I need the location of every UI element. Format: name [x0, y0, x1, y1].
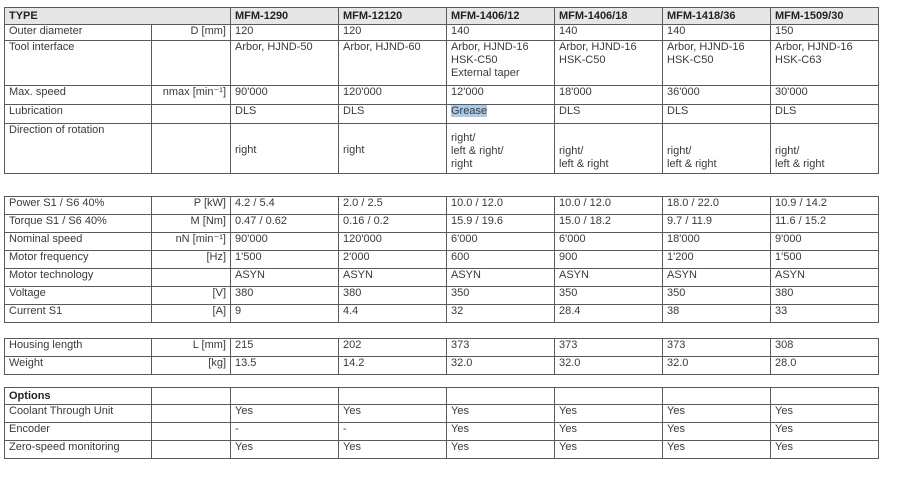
value-line: DLS [559, 105, 581, 117]
value-cell [771, 423, 879, 441]
value-line: 10.0 / 12.0 [451, 197, 503, 209]
value-line: 28.0 [775, 357, 797, 369]
value-cell [339, 41, 447, 86]
value-line: Grease [451, 105, 488, 117]
value-cell [771, 86, 879, 105]
value-line: DLS [343, 105, 365, 117]
table-row [5, 405, 879, 423]
value-line: 90'000 [235, 86, 268, 98]
section-electrical [5, 197, 879, 323]
value-cell [663, 124, 771, 174]
value-cell [771, 441, 879, 459]
value-cell [555, 41, 663, 86]
options-title: Options [5, 388, 152, 405]
value-line: 10.9 / 14.2 [775, 197, 827, 209]
value-line: HSK-C63 [775, 54, 822, 66]
value-line: 140 [667, 25, 686, 37]
value-line: 28.4 [559, 305, 581, 317]
value-line: right [343, 144, 365, 156]
value-cell [447, 339, 555, 357]
section-options [5, 388, 879, 459]
value-line: 1'500 [775, 251, 802, 263]
value-cell [663, 25, 771, 41]
value-line: right/ [775, 145, 800, 157]
value-line: 2'000 [343, 251, 370, 263]
value-line: left & right [667, 158, 717, 170]
model-header: MFM-12120 [339, 8, 447, 25]
value-cell [339, 197, 447, 215]
value-cell [231, 405, 339, 423]
table-row [5, 197, 879, 215]
table-row [5, 441, 879, 459]
value-line: 15.9 / 19.6 [451, 215, 503, 227]
value-line: 32.0 [451, 357, 473, 369]
value-cell [447, 287, 555, 305]
value-line: right [235, 144, 257, 156]
value-cell [339, 251, 447, 269]
value-line: 373 [667, 339, 686, 351]
value-line: 308 [775, 339, 794, 351]
value-line: left & right [559, 158, 609, 170]
value-cell [231, 251, 339, 269]
value-line: ASYN [343, 269, 373, 281]
value-line: Yes [667, 405, 685, 417]
value-cell [447, 105, 555, 124]
row-unit: [kg] [152, 357, 231, 375]
value-cell [771, 339, 879, 357]
options-header-row [5, 388, 879, 405]
value-line: 9.7 / 11.9 [667, 215, 713, 227]
value-cell [555, 405, 663, 423]
row-unit: nmax [min⁻¹] [152, 86, 231, 105]
value-cell [231, 287, 339, 305]
value-line: 350 [451, 287, 470, 299]
model-header: MFM-1406/12 [447, 8, 555, 25]
value-cell [771, 41, 879, 86]
row-label: Lubrication [5, 105, 152, 124]
value-line: Yes [343, 441, 361, 453]
table-row [5, 25, 879, 41]
value-line: Arbor, HJND-16 [559, 41, 637, 53]
row-label: Direction of rotation [5, 124, 152, 174]
value-line: Arbor, HJND-16 [667, 41, 745, 53]
value-cell [447, 25, 555, 41]
row-unit: nN [min⁻¹] [152, 233, 231, 251]
value-line: HSK-C50 [559, 54, 606, 66]
value-line: 140 [559, 25, 578, 37]
value-line: 120'000 [343, 86, 382, 98]
value-line: 350 [559, 287, 578, 299]
row-label: Torque S1 / S6 40% [5, 215, 152, 233]
value-cell [771, 405, 879, 423]
row-unit [152, 423, 231, 441]
value-cell [231, 233, 339, 251]
value-line: right/ [559, 145, 584, 157]
value-line: left & right [775, 158, 825, 170]
value-line: Arbor, HJND-16 [775, 41, 853, 53]
value-cell [339, 269, 447, 287]
value-cell [663, 251, 771, 269]
value-line: 900 [559, 251, 578, 263]
row-label: Nominal speed [5, 233, 152, 251]
value-cell [231, 215, 339, 233]
value-line: Yes [235, 441, 253, 453]
row-label: Encoder [5, 423, 152, 441]
table-row [5, 357, 879, 375]
table-header-row [5, 8, 879, 25]
row-label: Outer diameter [5, 25, 152, 41]
value-cell [339, 25, 447, 41]
value-line: Yes [451, 441, 469, 453]
row-label: Current S1 [5, 305, 152, 323]
value-cell [663, 105, 771, 124]
value-line: 6'000 [559, 233, 586, 245]
value-cell [339, 287, 447, 305]
table-row [5, 105, 879, 124]
value-line: right/ [451, 132, 476, 144]
row-unit [152, 41, 231, 86]
value-line: Yes [559, 423, 577, 435]
value-cell [771, 305, 879, 323]
value-line: 38 [667, 305, 680, 317]
value-line: Yes [559, 441, 577, 453]
value-line: 202 [343, 339, 362, 351]
model-header: MFM-1509/30 [771, 8, 879, 25]
value-cell [771, 215, 879, 233]
value-line: - [343, 423, 347, 435]
value-line: Yes [775, 423, 793, 435]
table-row [5, 233, 879, 251]
value-cell [339, 86, 447, 105]
value-cell [555, 251, 663, 269]
value-cell [771, 197, 879, 215]
row-unit [152, 269, 231, 287]
value-cell [231, 441, 339, 459]
row-unit: [A] [152, 305, 231, 323]
value-cell [555, 233, 663, 251]
value-cell [771, 287, 879, 305]
value-cell [231, 339, 339, 357]
value-line: Yes [343, 405, 361, 417]
value-cell [555, 105, 663, 124]
value-line: 120 [235, 25, 254, 37]
value-line: DLS [667, 105, 689, 117]
value-line: DLS [775, 105, 797, 117]
table-row [5, 287, 879, 305]
table-row [5, 124, 879, 174]
value-line: 6'000 [451, 233, 478, 245]
table-row [5, 86, 879, 105]
table-row [5, 251, 879, 269]
value-line: Yes [667, 441, 685, 453]
row-unit: M [Nm] [152, 215, 231, 233]
spec-table-mechanical [4, 338, 879, 375]
row-unit: [V] [152, 287, 231, 305]
value-cell [339, 405, 447, 423]
row-label: Motor frequency [5, 251, 152, 269]
value-line: 2.0 / 2.5 [343, 197, 383, 209]
value-cell [663, 405, 771, 423]
value-line: 373 [451, 339, 470, 351]
value-line: ASYN [775, 269, 805, 281]
table-row [5, 41, 879, 86]
value-cell [771, 233, 879, 251]
value-cell [447, 357, 555, 375]
value-cell [771, 25, 879, 41]
value-line: 150 [775, 25, 794, 37]
value-line: 32 [451, 305, 464, 317]
value-cell [447, 423, 555, 441]
value-cell [447, 269, 555, 287]
value-line: - [235, 423, 239, 435]
value-cell [447, 405, 555, 423]
value-cell [447, 86, 555, 105]
value-cell [555, 441, 663, 459]
value-line: ASYN [667, 269, 697, 281]
value-line: 10.0 / 12.0 [559, 197, 611, 209]
value-cell [555, 287, 663, 305]
value-cell [447, 41, 555, 86]
row-unit [152, 441, 231, 459]
value-line: ASYN [451, 269, 481, 281]
value-line: Yes [667, 423, 685, 435]
value-line: DLS [235, 105, 257, 117]
value-line: 12'000 [451, 86, 484, 98]
row-label: Tool interface [5, 41, 152, 86]
row-label: Power S1 / S6 40% [5, 197, 152, 215]
model-header: MFM-1290 [231, 8, 339, 25]
value-cell [447, 441, 555, 459]
table-row [5, 305, 879, 323]
model-header: MFM-1406/18 [555, 8, 663, 25]
value-line: ASYN [235, 269, 265, 281]
table-row [5, 339, 879, 357]
table-row [5, 215, 879, 233]
row-unit [152, 105, 231, 124]
value-cell [663, 357, 771, 375]
value-line: 32.0 [559, 357, 581, 369]
value-cell [663, 287, 771, 305]
value-cell [231, 305, 339, 323]
value-line: 120 [343, 25, 362, 37]
value-cell [231, 25, 339, 41]
row-unit: D [mm] [152, 25, 231, 41]
value-cell [555, 197, 663, 215]
value-line: ASYN [559, 269, 589, 281]
value-cell [555, 269, 663, 287]
section-mechanical [5, 339, 879, 375]
value-cell [339, 339, 447, 357]
row-label: Motor technology [5, 269, 152, 287]
value-line: 9'000 [775, 233, 802, 245]
value-line: 90'000 [235, 233, 268, 245]
row-unit: [Hz] [152, 251, 231, 269]
value-cell [663, 197, 771, 215]
value-line: 1'500 [235, 251, 262, 263]
value-line: 13.5 [235, 357, 257, 369]
value-line: 36'000 [667, 86, 700, 98]
value-cell [339, 423, 447, 441]
value-line: 11.6 / 15.2 [775, 215, 827, 227]
value-line: 215 [235, 339, 254, 351]
value-cell [771, 251, 879, 269]
value-line: 4.4 [343, 305, 359, 317]
value-line: right/ [667, 145, 692, 157]
value-line: Arbor, HJND-50 [235, 41, 313, 53]
value-cell [447, 305, 555, 323]
value-cell [771, 357, 879, 375]
value-cell [231, 124, 339, 174]
value-line: 4.2 / 5.4 [235, 197, 275, 209]
row-label: Housing length [5, 339, 152, 357]
value-line: 0.16 / 0.2 [343, 215, 389, 227]
value-cell [339, 233, 447, 251]
value-cell [663, 305, 771, 323]
value-line: 15.0 / 18.2 [559, 215, 611, 227]
value-cell [555, 339, 663, 357]
value-cell [555, 357, 663, 375]
spec-table-general [4, 7, 879, 174]
value-cell [447, 124, 555, 174]
row-label: Max. speed [5, 86, 152, 105]
value-cell [663, 339, 771, 357]
value-cell [231, 197, 339, 215]
section-general [5, 25, 879, 174]
value-line: 9 [235, 305, 242, 317]
value-line: 380 [775, 287, 794, 299]
spec-table-electrical [4, 196, 879, 323]
value-cell [339, 215, 447, 233]
model-header: MFM-1418/36 [663, 8, 771, 25]
value-line: 350 [667, 287, 686, 299]
value-line: 380 [343, 287, 362, 299]
value-cell [231, 423, 339, 441]
type-header: TYPE [5, 8, 231, 25]
value-line: External taper [451, 67, 520, 79]
value-line: 140 [451, 25, 470, 37]
row-unit: P [kW] [152, 197, 231, 215]
value-cell [771, 124, 879, 174]
value-line: 120'000 [343, 233, 382, 245]
value-line: 18'000 [667, 233, 700, 245]
row-label: Coolant Through Unit [5, 405, 152, 423]
value-cell [231, 41, 339, 86]
value-cell [663, 423, 771, 441]
value-line: Yes [775, 405, 793, 417]
value-line: 380 [235, 287, 254, 299]
value-cell [555, 25, 663, 41]
value-cell [555, 86, 663, 105]
value-cell [663, 215, 771, 233]
table-row [5, 423, 879, 441]
value-cell [447, 197, 555, 215]
value-cell [339, 105, 447, 124]
value-line: 600 [451, 251, 470, 263]
value-line: right [451, 158, 473, 170]
value-cell [339, 357, 447, 375]
row-label: Voltage [5, 287, 152, 305]
value-line: 1'200 [667, 251, 694, 263]
value-cell [555, 423, 663, 441]
table-row [5, 269, 879, 287]
value-cell [663, 269, 771, 287]
value-line: Yes [451, 423, 469, 435]
value-line: 373 [559, 339, 578, 351]
value-cell [771, 269, 879, 287]
value-cell [231, 269, 339, 287]
spec-table-options [4, 387, 879, 459]
value-cell [663, 233, 771, 251]
value-cell [339, 124, 447, 174]
value-cell [555, 124, 663, 174]
row-label: Weight [5, 357, 152, 375]
value-cell [555, 215, 663, 233]
value-cell [447, 215, 555, 233]
value-line: HSK-C50 [667, 54, 714, 66]
value-line: 30'000 [775, 86, 808, 98]
value-cell [447, 251, 555, 269]
value-cell [231, 86, 339, 105]
value-line: 18'000 [559, 86, 592, 98]
row-label: Zero-speed monitoring [5, 441, 152, 459]
value-cell [771, 105, 879, 124]
value-cell [339, 441, 447, 459]
value-line: Arbor, HJND-60 [343, 41, 421, 53]
value-cell [447, 233, 555, 251]
value-line: Yes [775, 441, 793, 453]
value-cell [339, 305, 447, 323]
value-line: 18.0 / 22.0 [667, 197, 719, 209]
value-line: Yes [235, 405, 253, 417]
value-cell [663, 86, 771, 105]
value-cell [231, 357, 339, 375]
value-line: left & right/ [451, 145, 504, 157]
value-cell [231, 105, 339, 124]
value-line: 32.0 [667, 357, 689, 369]
row-unit: L [mm] [152, 339, 231, 357]
value-cell [555, 305, 663, 323]
value-line: Yes [451, 405, 469, 417]
row-unit [152, 124, 231, 174]
value-line: 14.2 [343, 357, 365, 369]
value-line: Arbor, HJND-16 [451, 41, 529, 53]
value-cell [663, 441, 771, 459]
value-line: 0.47 / 0.62 [235, 215, 287, 227]
value-line: HSK-C50 [451, 54, 498, 66]
row-unit [152, 405, 231, 423]
value-line: Yes [559, 405, 577, 417]
value-cell [663, 41, 771, 86]
value-line: 33 [775, 305, 788, 317]
